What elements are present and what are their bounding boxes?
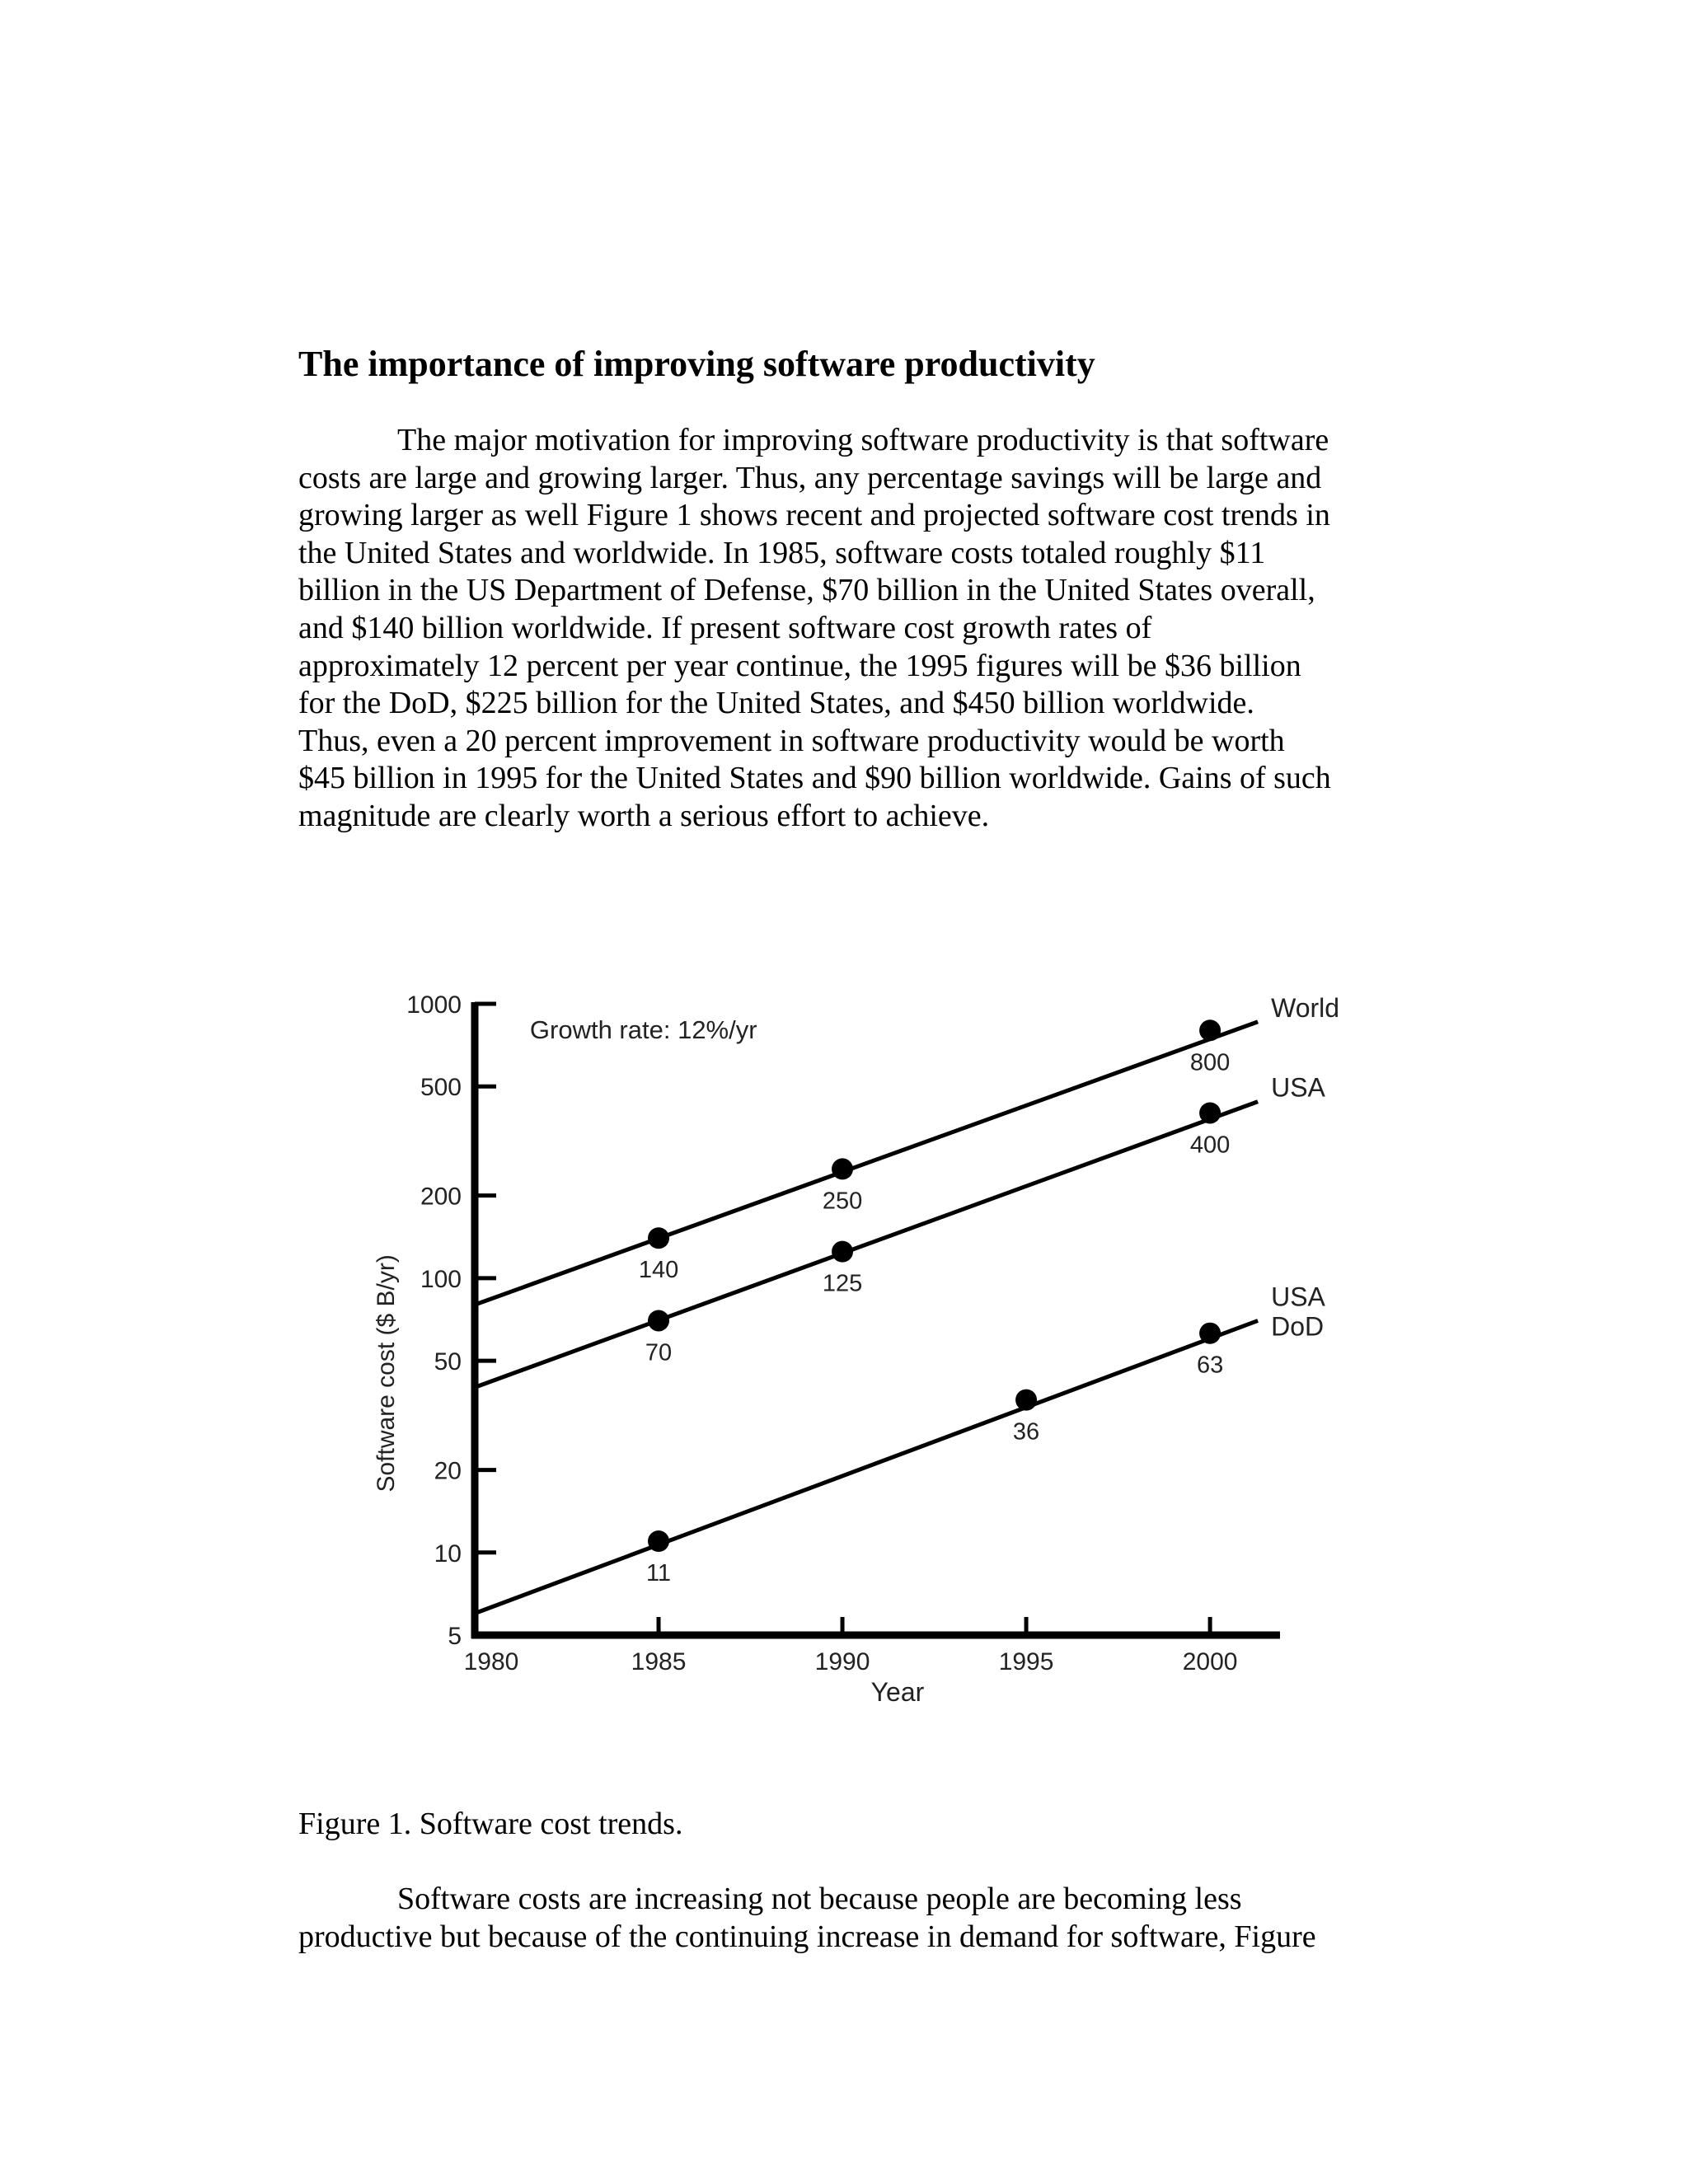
data-point [1199,1323,1221,1344]
figure-caption: Figure 1. Software cost trends. [298,1807,683,1841]
paragraph-line: the United States and worldwide. In 1985, software costs totaled roughly $11 [298,535,1266,570]
data-label: 125 [822,1270,863,1297]
chart-axes [471,1002,1280,1638]
paragraph-line: approximately 12 percent per year continue, the 1995 figures will be $36 billion [298,648,1301,683]
paragraph-line: The major motivation for improving software productivity is that software [397,423,1329,457]
series-line [475,1320,1258,1613]
data-label: 36 [1012,1418,1040,1446]
series-label: DoD [1271,1311,1325,1342]
paragraph-line: costs are large and growing larger. Thus, any percentage savings will be large and [298,460,1322,495]
data-point [648,1227,669,1249]
paragraph-line: productive but because of the continuing increase in demand for software, Figure [298,1919,1316,1954]
paragraph-line: growing larger as well Figure 1 shows recent and projected software cost trends in [298,498,1330,533]
data-label: 800 [1189,1049,1231,1076]
data-label: 140 [638,1257,679,1284]
x-axis-title: Year [870,1677,925,1707]
data-label: 70 [645,1339,673,1366]
paragraph-line: and $140 billion worldwide. If present software cost growth rates of [298,610,1152,645]
paragraph-line: $45 billion in 1995 for the United States and $90 billion worldwide. Gains of such [298,761,1331,796]
data-label: 63 [1196,1352,1224,1379]
y-axis-title: Software cost ($ B/yr) [373,1254,400,1493]
x-tick-label: 2000 [1182,1648,1238,1675]
data-label: 11 [645,1560,672,1587]
growth-rate-annotation: Growth rate: 12%/yr [529,1015,757,1044]
series-line [475,1102,1258,1388]
x-tick-label: 1985 [631,1648,687,1675]
series-label: USA [1271,1282,1325,1312]
data-label: 400 [1189,1132,1231,1159]
data-point [648,1530,669,1552]
series-label: World [1271,992,1340,1023]
paragraph-continuation [298,1881,1403,1956]
chart-series [475,1019,1258,1613]
x-tick-label: 1980 [463,1648,519,1675]
paragraph-line: Thus, even a 20 percent improvement in software productivity would be worth [298,723,1285,758]
data-point [1199,1019,1221,1041]
data-point [832,1158,853,1179]
paragraph-line: billion in the US Department of Defense, $70 billion in the United States overall, [298,573,1315,608]
series-label: USA [1271,1072,1325,1103]
y-tick-label: 100 [420,1265,462,1293]
y-tick-label: 1000 [406,991,462,1019]
data-point [648,1310,669,1331]
page-title: The importance of improving software productivity [298,344,1095,384]
series-line [475,1022,1258,1305]
paragraph-line: Software costs are increasing not because people are becoming less [397,1882,1242,1916]
software-cost-chart [346,972,1368,1731]
x-tick-label: 1990 [814,1648,870,1675]
y-tick-label: 5 [448,1623,462,1650]
y-tick-label: 500 [420,1074,462,1102]
y-tick-label: 200 [420,1183,462,1211]
x-tick-label: 1995 [998,1648,1054,1675]
paragraph-line: for the DoD, $225 billion for the United States, and $450 billion worldwide. [298,686,1254,721]
chart-ticks [406,991,1237,1675]
y-tick-label: 10 [434,1540,462,1568]
paragraph-line: magnitude are clearly worth a serious effort to achieve. [298,798,990,833]
data-point [1199,1102,1221,1123]
y-tick-label: 50 [434,1348,462,1376]
paragraph-intro [298,422,1403,836]
data-point [1015,1390,1037,1411]
chart-labels [373,993,1339,1707]
y-tick-label: 20 [434,1457,462,1485]
data-label: 250 [822,1188,863,1215]
data-point [832,1241,853,1263]
